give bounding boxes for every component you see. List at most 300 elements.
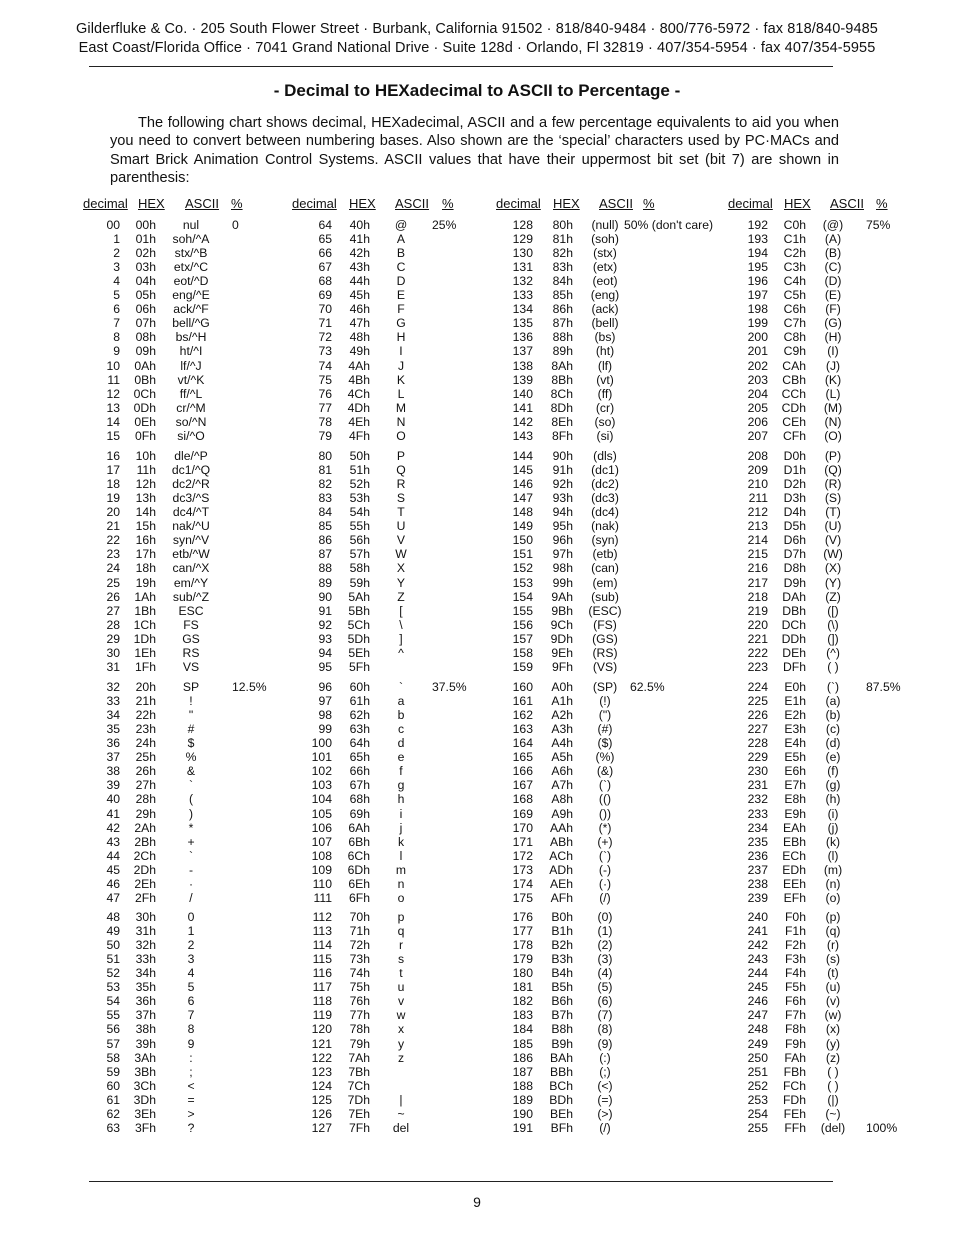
ascii-value: eot/^D bbox=[173, 274, 209, 289]
decimal-value: 197 bbox=[747, 288, 768, 303]
decimal-value: 114 bbox=[312, 938, 332, 953]
decimal-value: 83 bbox=[318, 491, 332, 506]
hex-value: ACh bbox=[549, 848, 573, 863]
decimal-value: 90 bbox=[318, 589, 332, 604]
decimal-value: 27 bbox=[106, 603, 120, 618]
hex-value: 05h bbox=[135, 288, 156, 303]
hex-value: C3h bbox=[783, 260, 806, 275]
decimal-value: 135 bbox=[512, 316, 533, 331]
ascii-value: 8 bbox=[187, 1022, 195, 1037]
decimal-value: 57 bbox=[106, 1036, 120, 1051]
hex-value: 1Ah bbox=[134, 589, 156, 604]
hex-value: 0Ch bbox=[133, 386, 156, 401]
percent-value: 62.5% bbox=[630, 680, 665, 694]
decimal-value: 191 bbox=[512, 1120, 533, 1135]
hex-value: 8Eh bbox=[551, 414, 573, 429]
decimal-value: 119 bbox=[312, 1008, 332, 1023]
hex-value: 42h bbox=[349, 246, 370, 261]
decimal-value: 17 bbox=[106, 463, 120, 478]
hex-value: A0h bbox=[551, 680, 573, 694]
ascii-value: O bbox=[396, 428, 406, 443]
decimal-value: 227 bbox=[747, 722, 768, 737]
decimal-value: 7 bbox=[113, 316, 120, 331]
hex-value: D0h bbox=[783, 449, 806, 463]
decimal-value: 148 bbox=[512, 505, 533, 520]
decimal-value: 85 bbox=[318, 519, 332, 534]
percent-value: 37.5% bbox=[432, 680, 467, 694]
hex-value: 27h bbox=[135, 778, 156, 793]
hex-value: 44h bbox=[349, 274, 370, 289]
ascii-value: 9 bbox=[187, 1036, 195, 1051]
ascii-value: (ht) bbox=[595, 344, 615, 359]
decimal-value: 88 bbox=[318, 561, 332, 576]
hex-value: D3h bbox=[783, 491, 806, 506]
decimal-value: 66 bbox=[318, 246, 332, 261]
decimal-value: 4 bbox=[113, 274, 120, 289]
hex-value: 7Fh bbox=[348, 1120, 370, 1135]
decimal-value: 30 bbox=[106, 645, 120, 660]
decimal-value: 163 bbox=[512, 722, 533, 737]
decimal-value: 157 bbox=[512, 631, 533, 646]
hex-value: 76h bbox=[349, 994, 370, 1009]
hex-value: 95h bbox=[552, 519, 573, 534]
decimal-value: 50 bbox=[106, 938, 120, 953]
table-row bbox=[0, 994, 954, 1008]
decimal-value: 29 bbox=[106, 631, 120, 646]
decimal-value: 68 bbox=[318, 274, 332, 289]
ascii-value: (<) bbox=[597, 1078, 613, 1093]
hex-value: FAh bbox=[784, 1050, 806, 1065]
hex-value: 2Ch bbox=[133, 848, 156, 863]
decimal-value: 103 bbox=[311, 778, 332, 793]
ascii-value: so/^N bbox=[175, 414, 207, 429]
ascii-value: (Q) bbox=[824, 463, 842, 478]
hex-value: C9h bbox=[783, 344, 806, 359]
hex-value: 8Dh bbox=[550, 400, 573, 415]
ascii-value: (del) bbox=[820, 1120, 846, 1135]
hex-value: 45h bbox=[349, 288, 370, 303]
decimal-value: 37 bbox=[106, 750, 120, 765]
ascii-value: (T) bbox=[825, 505, 841, 520]
ascii-value: B bbox=[396, 246, 406, 261]
table-row bbox=[0, 274, 954, 288]
table-row bbox=[0, 288, 954, 302]
ascii-value: $ bbox=[187, 736, 195, 751]
table-row bbox=[0, 807, 954, 821]
hex-value: 74h bbox=[349, 966, 370, 981]
hex-value: DDh bbox=[781, 631, 806, 646]
decimal-value: 65 bbox=[318, 232, 332, 247]
ascii-value: (M) bbox=[823, 400, 843, 415]
decimal-value: 39 bbox=[106, 778, 120, 793]
hex-value: E5h bbox=[784, 750, 806, 765]
ascii-value: V bbox=[396, 533, 406, 548]
decimal-value: 64 bbox=[318, 218, 332, 232]
hex-value: 3Eh bbox=[134, 1106, 156, 1121]
column-header-decimal: decimal bbox=[292, 196, 337, 211]
hex-value: 87h bbox=[552, 316, 573, 331]
hex-value: A3h bbox=[551, 722, 573, 737]
hex-value: 91h bbox=[552, 463, 573, 478]
ascii-value: x bbox=[397, 1022, 405, 1037]
hex-value: 4Eh bbox=[348, 414, 370, 429]
hex-value: 20h bbox=[135, 680, 156, 694]
ascii-value: (can) bbox=[591, 561, 619, 576]
ascii-value: (d) bbox=[825, 736, 841, 751]
table-row bbox=[0, 660, 954, 674]
hex-value: 5Dh bbox=[347, 631, 370, 646]
decimal-value: 206 bbox=[747, 414, 768, 429]
hex-value: 40h bbox=[349, 218, 370, 232]
column-header-percent: % bbox=[876, 196, 888, 211]
ascii-value: z bbox=[397, 1050, 405, 1065]
decimal-value: 186 bbox=[512, 1050, 533, 1065]
hex-value: 88h bbox=[552, 330, 573, 345]
hex-value: 1Ch bbox=[133, 617, 156, 632]
table-row bbox=[0, 792, 954, 806]
decimal-value: 56 bbox=[106, 1022, 120, 1037]
hex-value: AFh bbox=[550, 890, 573, 905]
hex-value: 9Fh bbox=[551, 659, 573, 674]
ascii-value: (t) bbox=[827, 966, 839, 981]
ascii-value: (/) bbox=[599, 1120, 611, 1135]
hex-value: 6Dh bbox=[347, 862, 370, 877]
decimal-value: 214 bbox=[747, 533, 768, 548]
hex-value: B1h bbox=[551, 924, 573, 938]
hex-value: 5Ch bbox=[347, 617, 370, 632]
decimal-value: 233 bbox=[747, 806, 768, 821]
table-row bbox=[0, 330, 954, 344]
hex-value: 02h bbox=[135, 246, 156, 261]
hex-value: 9Eh bbox=[551, 645, 573, 660]
hex-value: 93h bbox=[552, 491, 573, 506]
ascii-value: 1 bbox=[187, 924, 195, 938]
hex-value: BDh bbox=[549, 1092, 573, 1107]
decimal-value: 226 bbox=[747, 708, 768, 723]
hex-value: 3Fh bbox=[134, 1120, 156, 1135]
hex-value: A4h bbox=[551, 736, 573, 751]
ascii-value: (V) bbox=[824, 533, 842, 548]
hex-value: 89h bbox=[552, 344, 573, 359]
decimal-value: 101 bbox=[311, 750, 332, 765]
table-row bbox=[0, 1022, 954, 1036]
ascii-value: can/^X bbox=[172, 561, 210, 576]
ascii-value: ($) bbox=[597, 736, 613, 751]
decimal-value: 42 bbox=[106, 820, 120, 835]
hex-value: 75h bbox=[349, 980, 370, 995]
decimal-value: 208 bbox=[747, 449, 768, 463]
ascii-value: 6 bbox=[187, 994, 195, 1009]
decimal-value: 239 bbox=[747, 890, 768, 905]
decimal-value: 19 bbox=[106, 491, 120, 506]
ascii-value: ? bbox=[187, 1120, 195, 1135]
ascii-value: (lf) bbox=[597, 358, 613, 373]
decimal-value: 96 bbox=[318, 680, 332, 694]
hex-value: 03h bbox=[135, 260, 156, 275]
decimal-value: 53 bbox=[106, 980, 120, 995]
decimal-value: 62 bbox=[106, 1106, 120, 1121]
hex-value: 25h bbox=[135, 750, 156, 765]
ascii-value: > bbox=[187, 1106, 195, 1121]
ascii-value: (bs) bbox=[594, 330, 616, 345]
hex-value: 2Dh bbox=[133, 862, 156, 877]
ascii-value: (VS) bbox=[592, 659, 618, 674]
decimal-value: 13 bbox=[106, 400, 120, 415]
ascii-value: nak/^U bbox=[172, 519, 210, 534]
ascii-value: (FS) bbox=[593, 617, 617, 632]
ascii-value: i bbox=[399, 806, 403, 821]
ascii-value: GS bbox=[182, 631, 200, 646]
ascii-value: (C) bbox=[824, 260, 842, 275]
decimal-value: 230 bbox=[747, 764, 768, 779]
ascii-value: (n) bbox=[825, 876, 841, 891]
column-header-ascii: ASCII bbox=[830, 196, 864, 211]
ascii-value: (eng) bbox=[590, 288, 620, 303]
hex-value: EBh bbox=[782, 834, 806, 849]
ascii-value: etb/^W bbox=[172, 547, 210, 562]
hex-value: 1Bh bbox=[134, 603, 156, 618]
hex-value: 13h bbox=[135, 491, 156, 506]
decimal-value: 108 bbox=[311, 848, 332, 863]
hex-value: C4h bbox=[783, 274, 806, 289]
ascii-value: ESC bbox=[178, 603, 204, 618]
table-row bbox=[0, 533, 954, 547]
decimal-value: 31 bbox=[106, 659, 120, 674]
hex-value: 46h bbox=[349, 302, 370, 317]
ascii-value: (>) bbox=[597, 1106, 613, 1121]
ascii-value: / bbox=[189, 890, 193, 905]
intro-paragraph bbox=[110, 114, 839, 187]
hex-value: 94h bbox=[552, 505, 573, 520]
decimal-value: 243 bbox=[747, 952, 768, 967]
hex-value: F2h bbox=[784, 938, 806, 953]
ascii-value: (S) bbox=[824, 491, 842, 506]
decimal-value: 242 bbox=[747, 938, 768, 953]
hex-value: B0h bbox=[551, 910, 573, 924]
decimal-value: 224 bbox=[747, 680, 768, 694]
ascii-value: (Y) bbox=[824, 575, 842, 590]
hex-value: 1Fh bbox=[134, 659, 156, 674]
table-row bbox=[0, 260, 954, 274]
decimal-value: 170 bbox=[512, 820, 533, 835]
ascii-value: ( ) bbox=[827, 1064, 839, 1079]
ascii-value: (etx) bbox=[592, 260, 618, 275]
ascii-value: w bbox=[396, 1008, 406, 1023]
hex-value: E3h bbox=[784, 722, 806, 737]
hex-value: 0Dh bbox=[133, 400, 156, 415]
hex-value: C1h bbox=[783, 232, 806, 247]
hex-value: A8h bbox=[551, 792, 573, 807]
ascii-value: (l) bbox=[827, 848, 839, 863]
hex-value: 24h bbox=[135, 736, 156, 751]
hex-value: B7h bbox=[551, 1008, 573, 1023]
ascii-value: ff/^L bbox=[179, 386, 203, 401]
ascii-value: (E) bbox=[824, 288, 842, 303]
decimal-value: 193 bbox=[747, 232, 768, 247]
hex-value: F1h bbox=[784, 924, 806, 938]
ascii-value: (+) bbox=[597, 834, 613, 849]
east-coast-office-line: East Coast/Florida Office · 7041 Grand National Drive · Suite 128d · Orlando, Fl 32819 · 407/354-5954 · fax 407/354-5955 bbox=[78, 40, 876, 56]
ascii-value: @ bbox=[394, 218, 408, 232]
table-row bbox=[0, 750, 954, 764]
hex-value: 31h bbox=[135, 924, 156, 938]
ascii-value: G bbox=[396, 316, 406, 331]
ascii-value: h bbox=[397, 792, 405, 807]
hex-value: E2h bbox=[784, 708, 806, 723]
hex-value: 14h bbox=[135, 505, 156, 520]
table-row bbox=[0, 302, 954, 316]
ascii-value: (s) bbox=[825, 952, 841, 967]
hex-value: CAh bbox=[782, 358, 806, 373]
percent-value: 25% bbox=[432, 218, 457, 232]
hex-value: 26h bbox=[135, 764, 156, 779]
decimal-value: 45 bbox=[106, 862, 120, 877]
hex-value: D1h bbox=[783, 463, 806, 478]
decimal-value: 174 bbox=[512, 876, 533, 891]
hex-value: F3h bbox=[784, 952, 806, 967]
hex-value: BFh bbox=[550, 1120, 573, 1135]
ascii-value: (nak) bbox=[591, 519, 619, 534]
ascii-value: (6) bbox=[597, 994, 613, 1009]
hex-value: B4h bbox=[551, 966, 573, 981]
ascii-value: (U) bbox=[824, 519, 842, 534]
hex-value: 04h bbox=[135, 274, 156, 289]
ascii-value: 7 bbox=[187, 1008, 195, 1023]
decimal-value: 249 bbox=[747, 1036, 768, 1051]
hex-value: 86h bbox=[552, 302, 573, 317]
hex-value: 57h bbox=[349, 547, 370, 562]
decimal-value: 155 bbox=[512, 603, 533, 618]
hex-value: 3Dh bbox=[133, 1092, 156, 1107]
hex-value: F0h bbox=[784, 910, 806, 924]
hex-value: 99h bbox=[552, 575, 573, 590]
ascii-value: (vt) bbox=[596, 372, 614, 387]
ascii-value: (null) bbox=[591, 218, 619, 232]
percent-value: 50% (don't care) bbox=[624, 218, 714, 232]
ascii-value: d bbox=[397, 736, 405, 751]
hex-value: 48h bbox=[349, 330, 370, 345]
ascii-value: T bbox=[397, 505, 405, 520]
table-row bbox=[0, 373, 954, 387]
hex-value: 1Eh bbox=[134, 645, 156, 660]
ascii-value: (`) bbox=[598, 848, 612, 863]
ascii-value: (`) bbox=[598, 778, 612, 793]
ascii-value: (GS) bbox=[592, 631, 618, 646]
company-address-line: Gilderfluke & Co. · 205 South Flower Street · Burbank, California 91502 · 818/840-9484 · 800/776-5972 · fax 818/840-9485 bbox=[76, 21, 878, 37]
decimal-value: 146 bbox=[512, 477, 533, 492]
decimal-value: 252 bbox=[747, 1078, 768, 1093]
decimal-value: 34 bbox=[106, 708, 120, 723]
table-row bbox=[0, 519, 954, 533]
ascii-value: (ff) bbox=[597, 386, 613, 401]
decimal-value: 21 bbox=[106, 519, 120, 534]
hex-value: 29h bbox=[135, 806, 156, 821]
hex-value: 39h bbox=[135, 1036, 156, 1051]
decimal-value: 181 bbox=[512, 980, 533, 995]
decimal-value: 105 bbox=[311, 806, 332, 821]
table-row bbox=[0, 849, 954, 863]
ascii-value: (si) bbox=[596, 428, 614, 443]
hex-value: FCh bbox=[782, 1078, 806, 1093]
ascii-value: (x) bbox=[825, 1022, 841, 1037]
decimal-value: 251 bbox=[747, 1064, 768, 1079]
decimal-value: 93 bbox=[318, 631, 332, 646]
hex-value: 8Ch bbox=[550, 386, 573, 401]
hex-value: A9h bbox=[551, 806, 573, 821]
ascii-value: F bbox=[397, 302, 405, 317]
ascii-value: (etb) bbox=[592, 547, 618, 562]
ascii-value: Q bbox=[396, 463, 406, 478]
decimal-value: 220 bbox=[747, 617, 768, 632]
decimal-value: 00 bbox=[106, 218, 120, 232]
decimal-value: 150 bbox=[512, 533, 533, 548]
ascii-value: del bbox=[392, 1120, 410, 1135]
hex-value: 67h bbox=[349, 778, 370, 793]
table-row bbox=[0, 561, 954, 575]
decimal-value: 113 bbox=[312, 924, 332, 938]
hex-value: 5Eh bbox=[348, 645, 370, 660]
decimal-value: 182 bbox=[512, 994, 533, 1009]
decimal-value: 77 bbox=[318, 400, 332, 415]
ascii-value: (1) bbox=[597, 924, 613, 938]
ascii-value: j bbox=[399, 820, 403, 835]
decimal-value: 71 bbox=[318, 316, 332, 331]
ascii-value: (8) bbox=[597, 1022, 613, 1037]
hex-value: 35h bbox=[135, 980, 156, 995]
decimal-value: 36 bbox=[106, 736, 120, 751]
hex-value: 1Dh bbox=[133, 631, 156, 646]
column-header-percent: % bbox=[442, 196, 454, 211]
decimal-value: 254 bbox=[747, 1106, 768, 1121]
hex-value: 5Bh bbox=[348, 603, 370, 618]
table-row bbox=[0, 694, 954, 708]
ascii-value: (F) bbox=[825, 302, 841, 317]
ascii-value: (4) bbox=[597, 966, 613, 981]
ascii-value: (SP) bbox=[592, 680, 618, 694]
ascii-value: D bbox=[396, 274, 406, 289]
ascii-value: \ bbox=[399, 617, 403, 632]
hex-value: 81h bbox=[552, 232, 573, 247]
decimal-value: 202 bbox=[747, 358, 768, 373]
hex-value: F6h bbox=[784, 994, 806, 1009]
hex-value: C7h bbox=[783, 316, 806, 331]
hex-value: 4Fh bbox=[348, 428, 370, 443]
decimal-value: 106 bbox=[311, 820, 332, 835]
hex-value: 33h bbox=[135, 952, 156, 967]
decimal-value: 120 bbox=[311, 1022, 332, 1037]
decimal-value: 201 bbox=[747, 344, 768, 359]
ascii-value: g bbox=[397, 778, 405, 793]
ascii-value: cr/^M bbox=[176, 400, 206, 415]
ascii-value: C bbox=[396, 260, 406, 275]
hex-value: 69h bbox=[349, 806, 370, 821]
decimal-value: 32 bbox=[106, 680, 120, 694]
hex-value: 77h bbox=[349, 1008, 370, 1023]
hex-value: 49h bbox=[349, 344, 370, 359]
decimal-value: 212 bbox=[747, 505, 768, 520]
table-row bbox=[0, 246, 954, 260]
ascii-value: 0 bbox=[187, 910, 195, 924]
hex-value: 0Bh bbox=[134, 372, 156, 387]
hex-value: 6Eh bbox=[348, 876, 370, 891]
hex-value: 9Ah bbox=[551, 589, 573, 604]
hex-value: BAh bbox=[549, 1050, 573, 1065]
ascii-value: (dc3) bbox=[591, 491, 619, 506]
decimal-value: 169 bbox=[512, 806, 533, 821]
decimal-value: 203 bbox=[747, 372, 768, 387]
hex-value: 5Fh bbox=[348, 659, 370, 674]
decimal-value: 222 bbox=[747, 645, 768, 660]
